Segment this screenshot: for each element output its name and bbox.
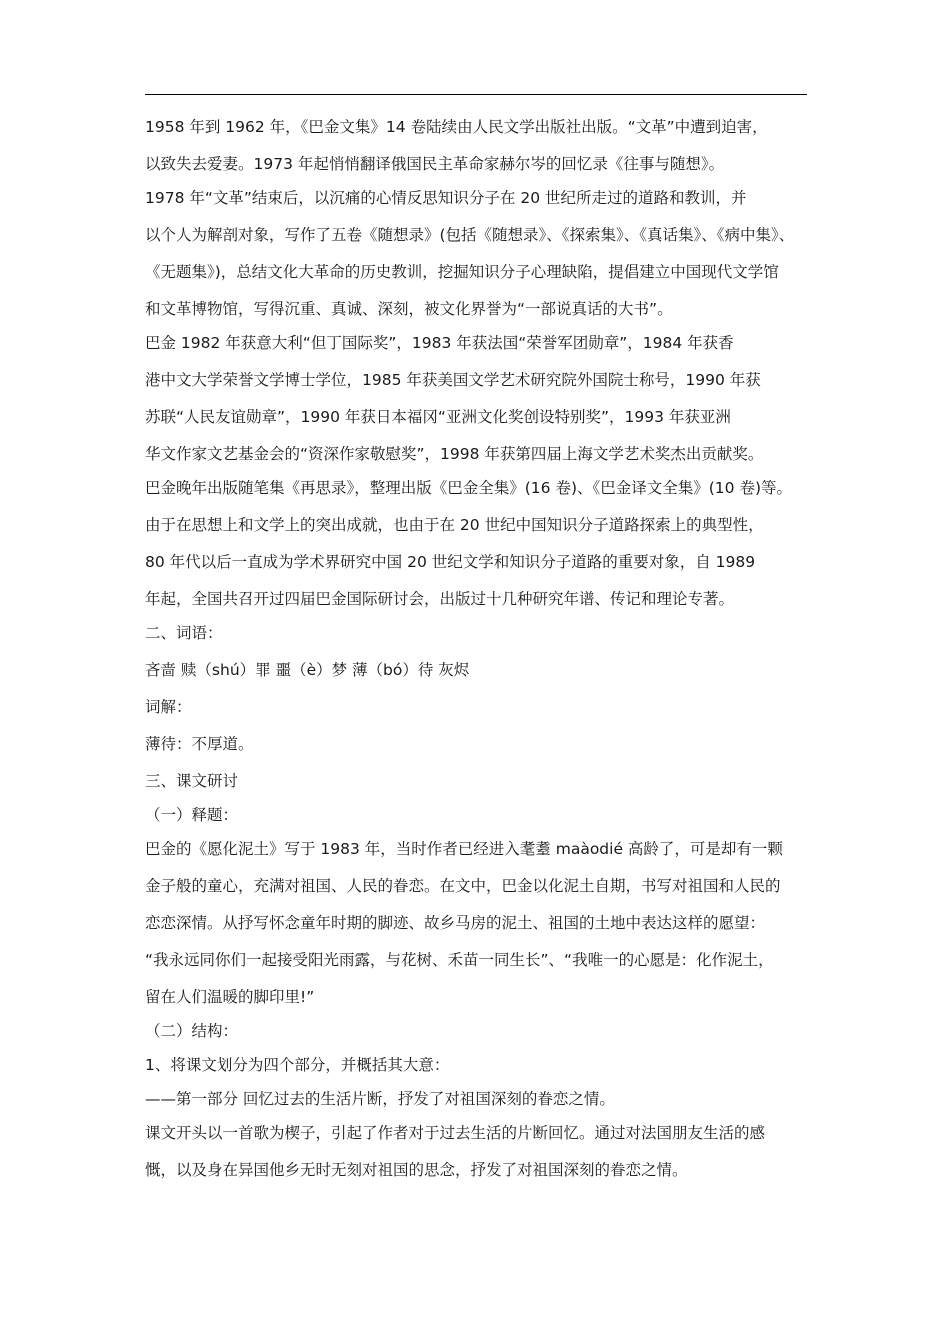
text-line: 1958 年到 1962 年，《巴金文集》14 卷陆续由人民文学出版社出版。“文革”中遭到迫害， xyxy=(145,118,768,136)
section-label: 词解： xyxy=(145,698,192,716)
text-line: 巴金的《愿化泥土》写于 1983 年，当时作者已经进入耄耋 maàodié 高龄了，可是却有一颗 xyxy=(145,840,783,858)
definition-line: 薄待：不厚道。 xyxy=(145,735,254,753)
text-line: 1、将课文划分为四个部分，并概括其大意： xyxy=(145,1056,450,1074)
text-line: “我永远同你们一起接受阳光雨露，与花树、禾苗一同生长”、“我唯一的心愿是：化作泥土， xyxy=(145,951,774,969)
text-line: 1978 年“文革”结束后，以沉痛的心情反思知识分子在 20 世纪所走过的道路和教训，并 xyxy=(145,189,747,207)
text-line: 和文革博物馆，写得沉重、真诚、深刻，被文化界誉为“一部说真话的大书”。 xyxy=(145,300,673,318)
text-line: ——第一部分 回忆过去的生活片断，抒发了对祖国深刻的眷恋之情。 xyxy=(145,1090,615,1108)
header-rule xyxy=(145,94,807,95)
subsection-heading: （二）结构： xyxy=(145,1022,239,1040)
text-line: 华文作家文艺基金会的“资深作家敬慰奖”，1998 年获第四届上海文学艺术奖杰出贡献奖。 xyxy=(145,445,764,463)
text-line: 由于在思想上和文学上的突出成就，也由于在 20 世纪中国知识分子道路探索上的典型性， xyxy=(145,516,764,534)
text-line: 以个人为解剖对象，写作了五卷《随想录》(包括《随想录》、《探索集》、《真话集》、《病中集》、 xyxy=(145,226,795,244)
document-body xyxy=(145,118,810,1179)
text-line: 留在人们温暖的脚印里!” xyxy=(145,988,315,1006)
subsection-heading: （一）释题： xyxy=(145,806,239,824)
text-line: 慨，以及身在异国他乡无时无刻对祖国的思念，抒发了对祖国深刻的眷恋之情。 xyxy=(145,1161,688,1179)
section-heading: 二、词语： xyxy=(145,624,223,642)
text-line: 课文开头以一首歌为楔子，引起了作者对于过去生活的片断回忆。通过对法国朋友生活的感 xyxy=(145,1124,766,1142)
text-line: 以致失去爱妻。1973 年起悄悄翻译俄国民主革命家赫尔岑的回忆录《往事与随想》。 xyxy=(145,155,725,173)
text-line: 《无题集》)，总结文化大革命的历史教训，挖掘知识分子心理缺陷，提倡建立中国现代文学馆 xyxy=(145,263,779,281)
text-line: 巴金 1982 年获意大利“但丁国际奖”，1983 年获法国“荣誉军团勋章”，1984 年获香 xyxy=(145,334,734,352)
section-heading: 三、课文研讨 xyxy=(145,772,239,790)
text-line: 港中文大学荣誉文学博士学位，1985 年获美国文学艺术研究院外国院士称号，1990 年获 xyxy=(145,371,761,389)
text-line: 80 年代以后一直成为学术界研究中国 20 世纪文学和知识分子道路的重要对象，自 1989 xyxy=(145,553,756,571)
text-line: 年起，全国共召开过四届巴金国际研讨会，出版过十几种研究年谱、传记和理论专著。 xyxy=(145,590,735,608)
text-line: 恋恋深情。从抒写怀念童年时期的脚迹、故乡马房的泥土、祖国的土地中表达这样的愿望： xyxy=(145,914,766,932)
vocabulary-line: 吝啬 赎（shú）罪 噩（è）梦 薄（bó）待 灰烬 xyxy=(145,661,470,679)
text-line: 苏联“人民友谊勋章”，1990 年获日本福冈“亚洲文化奖创设特别奖”，1993 年获亚洲 xyxy=(145,408,731,426)
text-line: 金子般的童心，充满对祖国、人民的眷恋。在文中，巴金以化泥土自期，书写对祖国和人民的 xyxy=(145,877,781,895)
text-line: 巴金晚年出版随笔集《再思录》，整理出版《巴金全集》(16 卷)、《巴金译文全集》(10 卷)等。 xyxy=(145,479,792,497)
